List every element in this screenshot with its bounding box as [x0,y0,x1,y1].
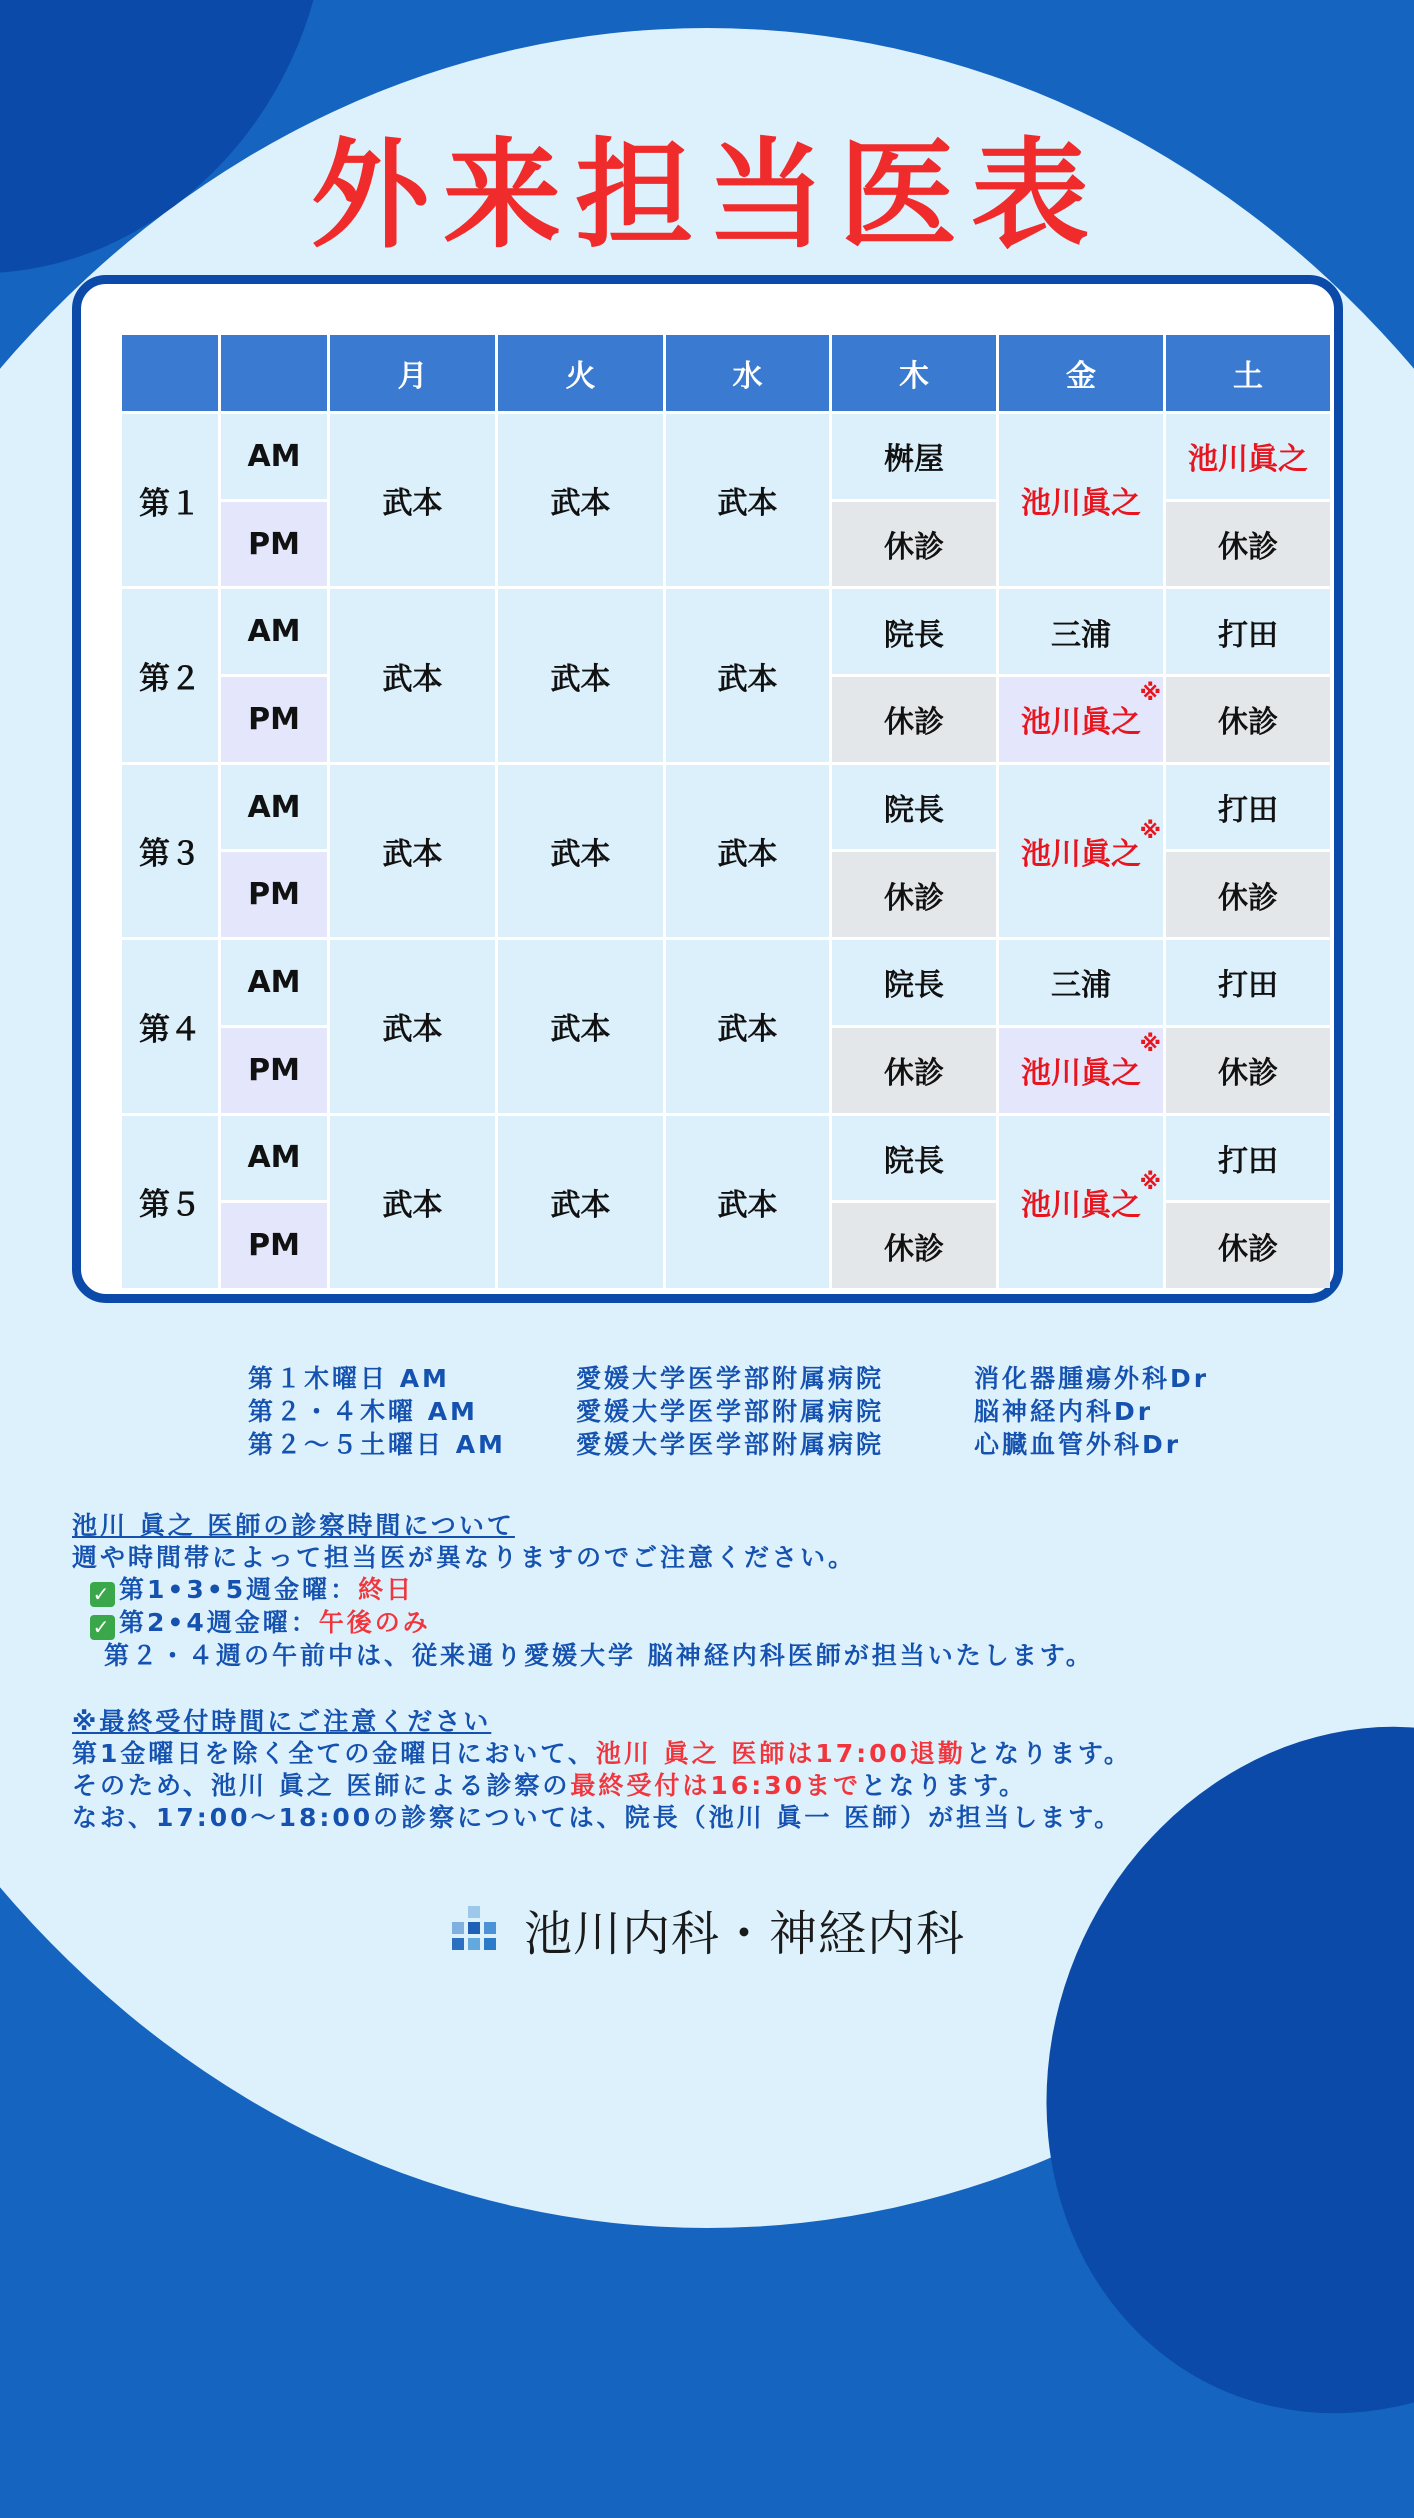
reception-line-2 [72,1770,1132,1802]
doctor-name: 池川眞之 [1021,705,1141,741]
doctor-cell-thu-am: 桝屋 [832,414,996,499]
clinic-footer [452,1895,965,1964]
doctor-cell-thu-pm: 休診 [832,1203,996,1288]
doctor-cell-tue: 武本 [498,414,663,586]
note-row [248,1362,1209,1395]
doctor-name: 池川眞之 [1021,1187,1141,1223]
am-label: AM [221,1116,327,1201]
doctor-cell-mon: 武本 [330,414,495,586]
note-dept: 脳神経内科Dr [974,1397,1154,1426]
doctor-cell-thu-am: 院長 [832,1116,996,1201]
doctor-cell-fri-am: 三浦 [999,589,1163,674]
doctor-cell-thu-pm: 休診 [832,1028,996,1113]
note-when: 第１木曜日 AM [248,1364,450,1393]
pm-label: PM [221,502,327,587]
reception-line-3: なお、17:00～18:00の診察については、院長（池川 眞一 医師）が担当します。 [72,1803,1123,1832]
pm-label: PM [221,1028,327,1113]
note-mark: ※ [1139,681,1161,707]
reception-line-2-a: そのため、池川 眞之 医師による診察の [72,1771,571,1800]
doctor-cell-wed: 武本 [666,765,829,937]
doctor-cell-sat-pm: 休診 [1166,502,1330,587]
doctor-cell-sat-pm: 休診 [1166,1203,1330,1288]
item-2-note: 第２・４週の午前中は、従来通り愛媛大学 脳神経内科医師が担当いたします。 [104,1641,1094,1670]
week-label: 第５ [122,1116,218,1288]
header-day: 火 [498,335,663,411]
doctor-cell-wed: 武本 [666,589,829,761]
reception-line-1 [72,1738,1132,1770]
doctor-cell-tue: 武本 [498,765,663,937]
week-label: 第４ [122,940,218,1112]
page-title: 外来担当医表 [310,126,1103,264]
check-icon: ✓ [90,1582,115,1607]
item-2-value: 午後のみ [318,1608,431,1637]
doctor-cell-tue: 武本 [498,589,663,761]
visiting-doctor-notes [248,1362,1209,1461]
item-2-label: 第2•4週金曜： [119,1608,319,1637]
reception-line-2-b: 最終受付は16:30まで [570,1771,862,1800]
doctor-cell-sat-am: 打田 [1166,1116,1330,1201]
doctor-name: 池川眞之 [1021,486,1141,522]
am-label: AM [221,940,327,1025]
week-label: 第１ [122,414,218,586]
doctor-cell-tue: 武本 [498,1116,663,1288]
am-label: AM [221,414,327,499]
reception-line-2-c: となります。 [861,1771,1028,1800]
doctor-cell-fri [999,414,1163,586]
pm-label: PM [221,852,327,937]
note-mark: ※ [1139,1031,1161,1057]
reception-line-1-c: となります。 [965,1739,1132,1768]
doctor-cell-thu-pm: 休診 [832,502,996,587]
doctor-cell-wed: 武本 [666,1116,829,1288]
doctor-cell-sat-am: 打田 [1166,589,1330,674]
note-hospital: 愛媛大学医学部附属病院 [576,1430,885,1459]
doctor-cell-wed: 武本 [666,940,829,1112]
doctor-cell-fri-pm [999,677,1163,762]
reception-line-1-a: 第1金曜日を除く全ての金曜日において、 [72,1739,596,1768]
doctor-name: 池川眞之 [1021,836,1141,872]
header-ampm [221,335,327,411]
clinic-logo-icon [452,1906,500,1954]
schedule-table [122,335,1313,1267]
check-icon: ✓ [90,1615,115,1640]
doctor-cell-sat-pm: 休診 [1166,852,1330,937]
ikegawa-info-heading: 池川 眞之 医師の診察時間について [72,1511,515,1540]
note-row [248,1428,1209,1461]
doctor-cell-thu-am: 院長 [832,765,996,850]
header-day: 月 [330,335,495,411]
note-hospital: 愛媛大学医学部附属病院 [576,1364,885,1393]
doctor-cell-fri [999,1116,1163,1288]
doctor-cell-sat-pm: 休診 [1166,1028,1330,1113]
header-day: 金 [999,335,1163,411]
doctor-cell-mon: 武本 [330,765,495,937]
doctor-cell-thu-pm: 休診 [832,852,996,937]
pm-label: PM [221,1203,327,1288]
reception-heading: ※最終受付時間にご注意ください [72,1707,492,1736]
note-hospital: 愛媛大学医学部附属病院 [576,1397,885,1426]
note-when: 第２～５土曜日 AM [248,1430,506,1459]
am-label: AM [221,765,327,850]
doctor-cell-mon: 武本 [330,940,495,1112]
week-label: 第２ [122,589,218,761]
clinic-name: 池川内科・神経内科 [524,1906,966,1962]
ikegawa-info-intro: 週や時間帯によって担当医が異なりますのでご注意ください。 [72,1543,857,1572]
note-mark: ※ [1139,1169,1161,1195]
doctor-cell-thu-pm: 休診 [832,677,996,762]
reception-line-1-b: 池川 眞之 医師は17:00退勤 [595,1739,966,1768]
spacer [72,1672,1132,1706]
header-day: 土 [1166,335,1330,411]
header-day: 木 [832,335,996,411]
doctor-cell-fri-am: 三浦 [999,940,1163,1025]
doctor-cell-wed: 武本 [666,414,829,586]
doctor-cell-fri-pm [999,1028,1163,1113]
doctor-cell-thu-am: 院長 [832,589,996,674]
doctor-cell-sat-am: 池川眞之 [1166,414,1330,499]
item-1-label: 第1•3•5週金曜： [119,1575,359,1604]
doctor-name: 池川眞之 [1021,1056,1141,1092]
note-row [248,1395,1209,1428]
pm-label: PM [221,677,327,762]
ikegawa-info-item-2 [72,1607,1132,1640]
note-dept: 消化器腫瘍外科Dr [974,1364,1210,1393]
header-corner [122,335,218,411]
doctor-cell-tue: 武本 [498,940,663,1112]
note-dept: 心臓血管外科Dr [974,1430,1182,1459]
doctor-cell-mon: 武本 [330,589,495,761]
doctor-cell-fri [999,765,1163,937]
doctor-cell-thu-am: 院長 [832,940,996,1025]
doctor-cell-sat-am: 打田 [1166,940,1330,1025]
am-label: AM [221,589,327,674]
doctor-cell-sat-pm: 休診 [1166,677,1330,762]
ikegawa-info-section [72,1510,1132,1834]
doctor-cell-sat-am: 打田 [1166,765,1330,850]
header-day: 水 [666,335,829,411]
note-mark: ※ [1139,818,1161,844]
note-when: 第２・４木曜 AM [248,1397,478,1426]
week-label: 第３ [122,765,218,937]
item-1-value: 終日 [358,1575,415,1604]
doctor-cell-mon: 武本 [330,1116,495,1288]
ikegawa-info-item-1 [72,1574,1132,1607]
